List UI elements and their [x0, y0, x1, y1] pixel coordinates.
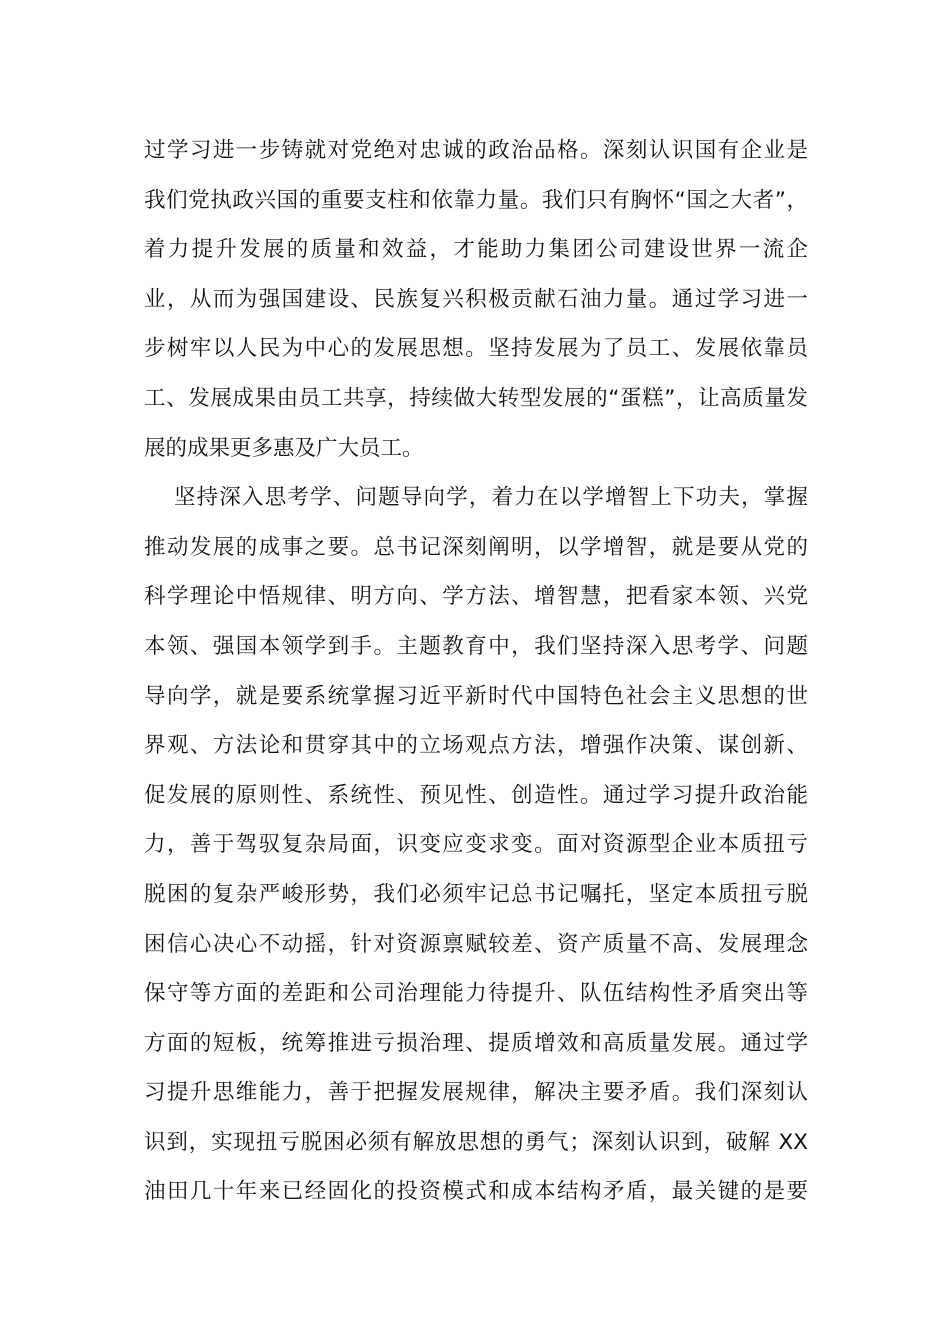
body-text	[144, 126, 808, 1217]
text-line: 科学理论中悟规律、明方向、学方法、增智慧，把看家本领、兴党	[144, 584, 808, 610]
text-line: 脱困的复杂严峻形势，我们必须牢记总书记嘱托，坚定本质扭亏脱	[144, 881, 808, 907]
text-line: 着力提升发展的质量和效益，才能助力集团公司建设世界一流企	[144, 237, 808, 263]
paragraph-1	[144, 126, 808, 473]
text-line: 过学习进一步铸就对党绝对忠诚的政治品格。深刻认识国有企业是	[144, 138, 808, 163]
text-line: 坚持深入思考学、问题导向学，着力在以学增智上下功夫，掌握	[174, 485, 808, 511]
text-line: 步树牢以人民为中心的发展思想。坚持发展为了员工、发展依靠员	[144, 336, 808, 362]
text-line: 工、发展成果由员工共享，持续做大转型发展的“蛋糕”，让高质量发	[144, 385, 808, 411]
text-line: 习提升思维能力，善于把握发展规律，解决主要矛盾。我们深刻认	[144, 1080, 808, 1106]
text-line: 力，善于驾驭复杂局面，识变应变求变。面对资源型企业本质扭亏	[144, 832, 808, 858]
text-line: 界观、方法论和贯穿其中的立场观点方法，增强作决策、谋创新、	[144, 733, 808, 759]
text-line: 我们党执政兴国的重要支柱和依靠力量。我们只有胸怀“国之大者”，	[144, 187, 808, 213]
text-line: 业，从而为强国建设、民族复兴积极贡献石油力量。通过学习进一	[144, 286, 808, 312]
paragraph-2	[144, 473, 808, 1217]
text-line: 保守等方面的差距和公司治理能力待提升、队伍结构性矛盾突出等	[144, 981, 808, 1007]
text-line: 促发展的原则性、系统性、预见性、创造性。通过学习提升政治能	[144, 782, 808, 808]
text-line: 本领、强国本领学到手。主题教育中，我们坚持深入思考学、问题	[144, 633, 808, 659]
text-line: 识到，实现扭亏脱困必须有解放思想的勇气；深刻认识到，破解 XX	[144, 1129, 808, 1155]
text-line: 油田几十年来已经固化的投资模式和成本结构矛盾，最关键的是要	[144, 1179, 808, 1205]
text-line: 导向学，就是要系统掌握习近平新时代中国特色社会主义思想的世	[144, 683, 808, 709]
text-line: 展的成果更多惠及广大员工。	[144, 435, 424, 461]
text-line: 困信心决心不动摇，针对资源禀赋较差、资产质量不高、发展理念	[144, 931, 808, 957]
text-line: 方面的短板，统筹推进亏损治理、提质增效和高质量发展。通过学	[144, 1030, 808, 1056]
text-line: 推动发展的成事之要。总书记深刻阐明，以学增智，就是要从党的	[144, 534, 808, 560]
